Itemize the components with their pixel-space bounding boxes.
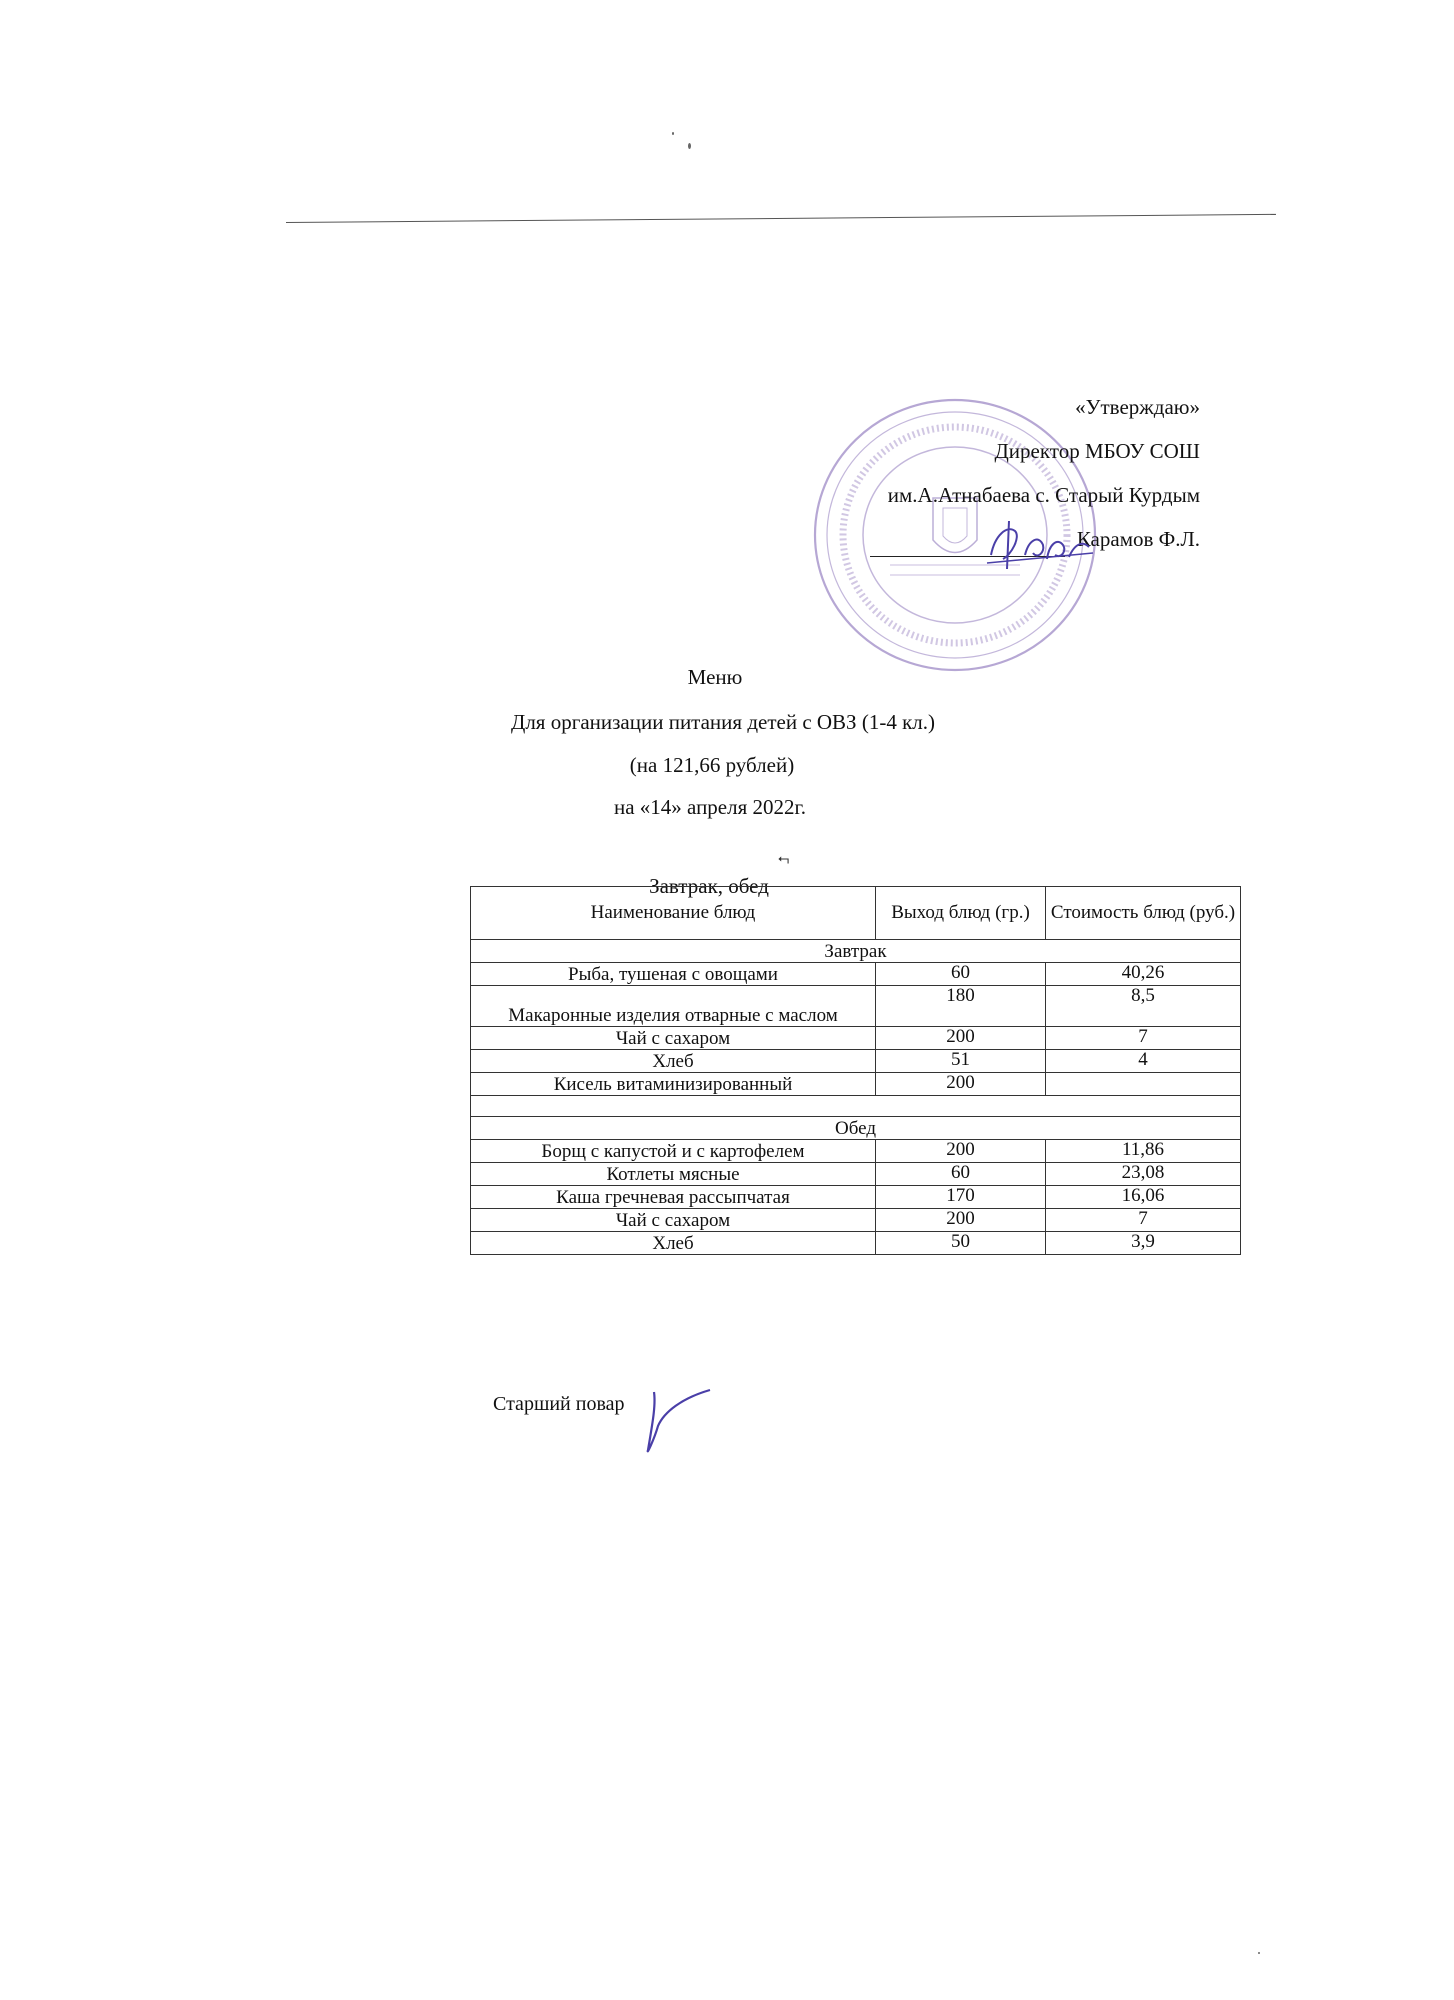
scan-speck <box>672 132 674 135</box>
dish-price: 7 <box>1046 1209 1241 1232</box>
section-row-lunch <box>471 1117 1241 1140</box>
table-row <box>471 1073 1241 1096</box>
approval-school: им.А.Атнабаева с. Старый Курдым <box>887 483 1200 507</box>
dish-price: 16,06 <box>1046 1186 1241 1209</box>
table-row <box>471 1232 1241 1255</box>
cook-signature <box>642 1382 714 1457</box>
table-row <box>471 963 1241 986</box>
table-row <box>471 986 1241 1027</box>
table-row <box>471 1163 1241 1186</box>
dish-price: 8,5 <box>1046 986 1241 1027</box>
table-row <box>471 1050 1241 1073</box>
dish-weight: 60 <box>876 963 1046 986</box>
dish-price: 11,86 <box>1046 1140 1241 1163</box>
section-title-breakfast: Завтрак <box>471 940 1241 963</box>
menu-table <box>470 886 1241 1255</box>
document-subtitle: Для организации питания детей с ОВЗ (1-4 кл.) <box>511 710 935 734</box>
document-price: (на 121,66 рублей) <box>629 753 795 777</box>
approval-director-name: Карамов Ф.Л. <box>1076 527 1200 551</box>
scan-speck <box>688 143 691 149</box>
dish-name: Рыба, тушеная с овощами <box>471 963 876 986</box>
column-header-weight: Выход блюд (гр.) <box>876 887 1046 940</box>
dish-name: Каша гречневая рассыпчатая <box>471 1186 876 1209</box>
dish-name: Чай с сахаром <box>471 1209 876 1232</box>
dish-price: 3,9 <box>1046 1232 1241 1255</box>
table-row <box>471 1027 1241 1050</box>
dish-name: Хлеб <box>471 1232 876 1255</box>
dish-name: Чай с сахаром <box>471 1027 876 1050</box>
section-row-breakfast <box>471 940 1241 963</box>
dish-weight: 51 <box>876 1050 1046 1073</box>
table-row <box>471 1209 1241 1232</box>
column-header-name: Наименование блюд <box>471 887 876 940</box>
dish-name: Макаронные изделия отварные с маслом <box>471 986 876 1027</box>
dish-weight: 200 <box>876 1140 1046 1163</box>
stray-mark: ⮢ <box>778 852 790 867</box>
table-row <box>471 1186 1241 1209</box>
spacer-cell <box>471 1096 1241 1117</box>
dish-name: Хлеб <box>471 1050 876 1073</box>
dish-weight: 200 <box>876 1027 1046 1050</box>
dish-name: Кисель витаминизированный <box>471 1073 876 1096</box>
cook-label: Старший повар <box>493 1393 625 1415</box>
dish-price: 23,08 <box>1046 1163 1241 1186</box>
approval-position: Директор МБОУ СОШ <box>994 439 1200 463</box>
approval-title: «Утверждаю» <box>1075 395 1200 419</box>
table-row <box>471 1140 1241 1163</box>
menu-table-wrapper <box>470 886 1240 1356</box>
column-header-price: Стоимость блюд (руб.) <box>1046 887 1241 940</box>
dish-weight: 200 <box>876 1209 1046 1232</box>
section-title-lunch: Обед <box>471 1117 1241 1140</box>
document-date: на «14» апреля 2022г. <box>613 795 807 819</box>
dish-weight: 50 <box>876 1232 1046 1255</box>
dish-name: Котлеты мясные <box>471 1163 876 1186</box>
dish-weight: 180 <box>876 986 1046 1027</box>
dish-name: Борщ с капустой и с картофелем <box>471 1140 876 1163</box>
scan-edge-line <box>286 214 1276 223</box>
dish-price: 7 <box>1046 1027 1241 1050</box>
dish-weight: 200 <box>876 1073 1046 1096</box>
dish-price <box>1046 1073 1241 1096</box>
dish-weight: 60 <box>876 1163 1046 1186</box>
meals-title: Завтрак, обед <box>649 874 769 898</box>
table-header-row <box>471 887 1241 940</box>
table-spacer-row <box>471 1096 1241 1117</box>
director-signature <box>985 515 1095 575</box>
dish-price: 40,26 <box>1046 963 1241 986</box>
dish-weight: 170 <box>876 1186 1046 1209</box>
dish-price: 4 <box>1046 1050 1241 1073</box>
scan-speck <box>1258 1952 1260 1954</box>
document-title: Меню <box>687 665 743 689</box>
